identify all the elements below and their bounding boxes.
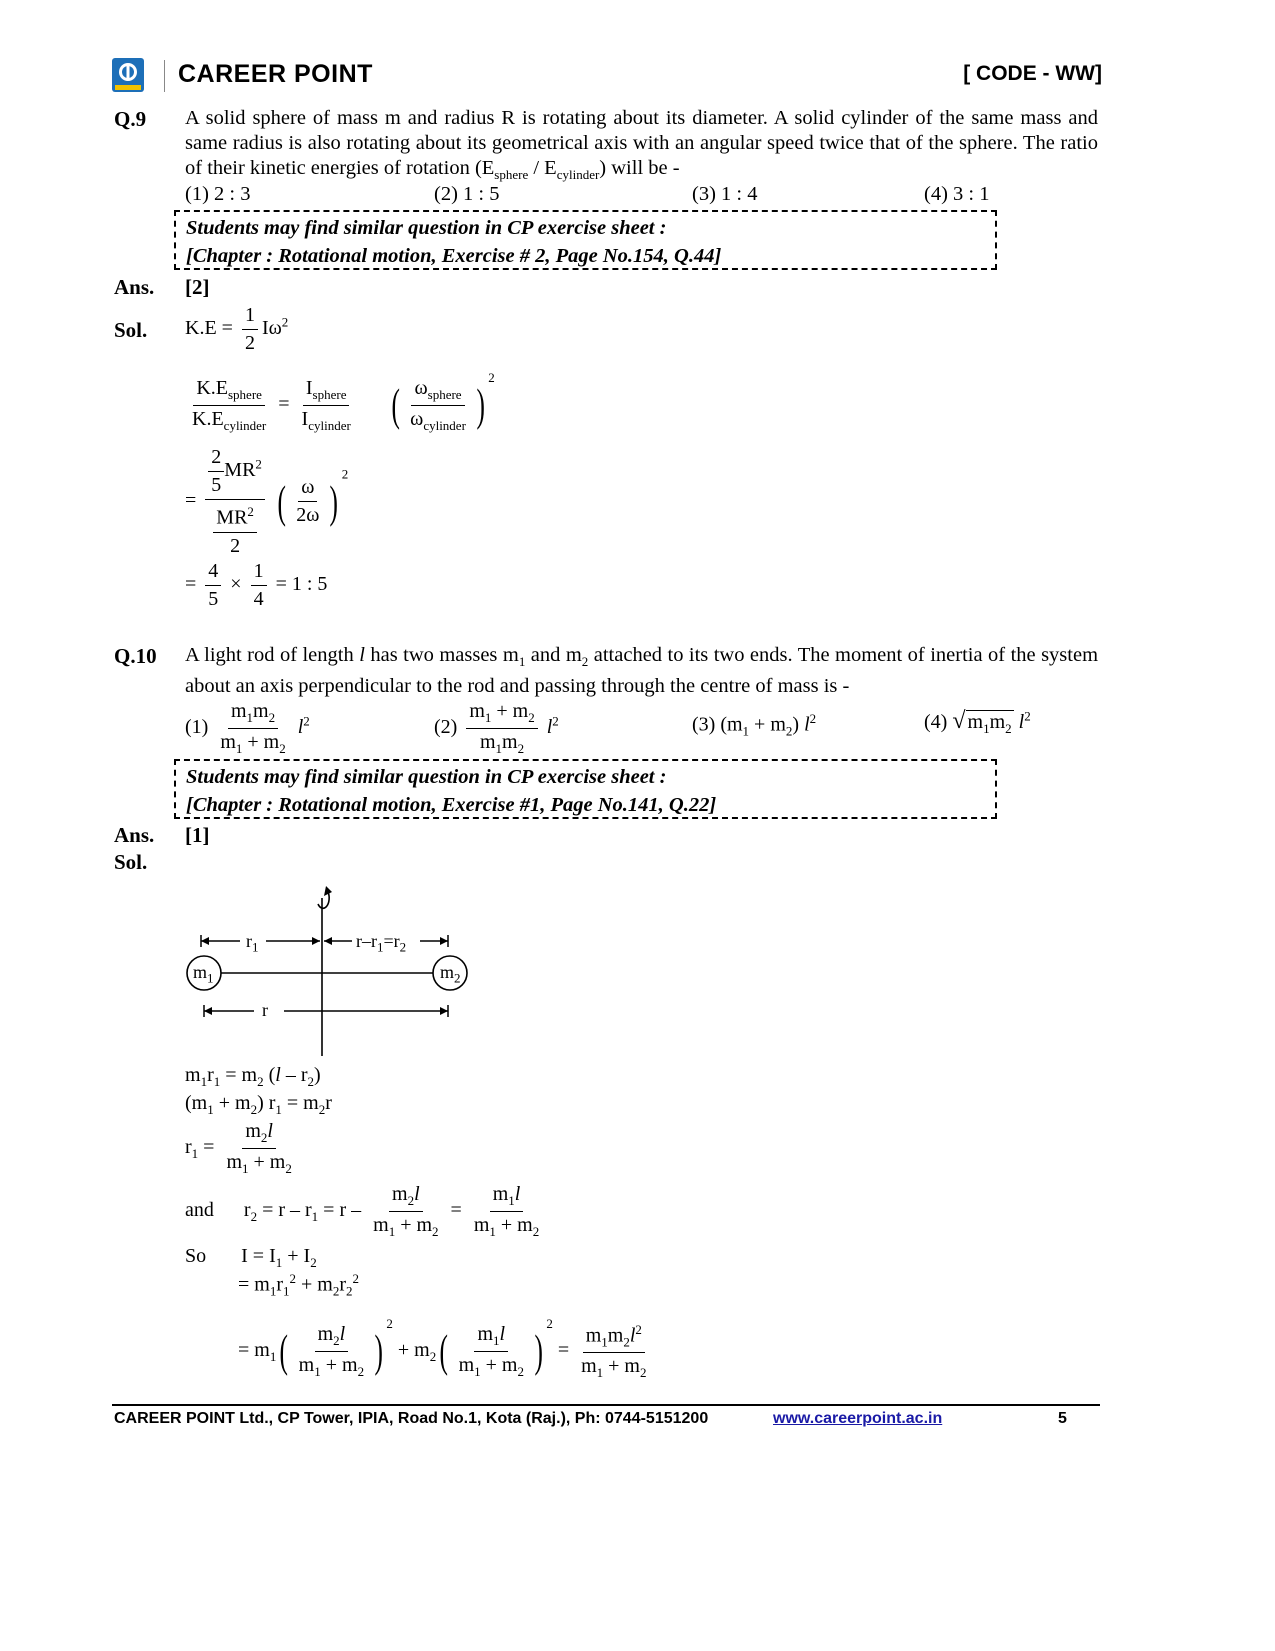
q10-option-1-label: (1)	[185, 716, 209, 739]
q9-answer-value: [2]	[185, 275, 210, 299]
sqrt-symbol: √	[952, 708, 966, 734]
q9-sub-cylinder: cylinder	[556, 167, 600, 183]
q10-step-4: and $r_2 = r - r_1 = r$ – $\frac{m_2l}{m_1 + m_2}$ = $\frac{m_1l}{m_1 + m_2}$	[185, 1183, 540, 1239]
q10-option-3: (3) $(m_1 + m_2)$ $l^2$	[692, 711, 817, 739]
q9-solution-label: Sol.	[114, 318, 148, 342]
q9-text-mid: / E	[528, 157, 557, 179]
q10-option-4-label: (4)	[924, 711, 948, 733]
header-divider	[164, 60, 165, 92]
q10-step-3: $r_1$ = $\frac{m_2l}{m_1 + m_2}$	[185, 1120, 292, 1176]
q9-option-3: (3) 1 : 4	[692, 183, 758, 205]
diagram-label-r1: $r_1$	[246, 931, 259, 955]
q9-label: Q.9	[114, 107, 147, 131]
q9-reference-line-2: [Chapter : Rotational motion, Exercise # 2, Page No.154, Q.44]	[186, 245, 722, 267]
footer-page-number: 5	[1058, 1410, 1067, 1427]
logo-mark-icon	[112, 58, 144, 92]
q10-step-7: = $m_1$( $\frac{m_2l}{m_1 + m_2}$ )$^2 + m_2$( $\frac{m_1l}{m_1 + m_2}$ )$^2$ = $\frac{m_1m_2l^2}{m_1 + m_2}$	[238, 1316, 647, 1381]
header	[112, 56, 1102, 98]
q9-option-1: (1) 2 : 3	[185, 183, 251, 205]
q10-label: Q.10	[114, 644, 157, 668]
q10-step-1: $m_1r_1 = m_2$ $(l - r_2)$	[185, 1064, 321, 1089]
q9-sol-line-3: = $\frac{2}{5}$ $MR^2$ $\frac{MR^2}{2}$ ( $\frac{\omega}{2\omega}$ )$^2$	[185, 446, 349, 557]
q9-reference-box	[174, 210, 997, 270]
q9-sol-line-2: $\frac{K.E_{sphere}}{K.E_{cylinder}}$ = $\frac{I_{sphere}}{I_{cylinder}}$ ( $\frac{\omega_{sphere}}{\omega_{cylinder}}$ )$^2$	[192, 370, 495, 433]
footer-address: CAREER POINT Ltd., CP Tower, IPIA, Road No.1, Kota (Raj.), Ph: 0744-5151200	[114, 1410, 709, 1427]
q9-question-text	[185, 106, 1098, 187]
diagram-label-m1: $m_1$	[193, 962, 214, 986]
q9-sol-line-1: K.E = $\frac{1}{2}$ $I\omega^2$	[185, 304, 289, 354]
footer-website-link[interactable]: www.careerpoint.ac.in	[773, 1410, 943, 1427]
q10-step-2: $(m_1 + m_2) r_1 = m_2r$	[185, 1092, 332, 1117]
career-point-logo	[112, 58, 144, 92]
q10-question-text: A light rod of length l has two masses $m_1$ and $m_2$ attached to its two ends. The moment of inertia of the system about an axis perpendicular to the rod and passing through the centre of mass is -	[185, 644, 1099, 698]
q9-sol-line-4: = $\frac{4}{5}$ × $\frac{1}{4}$ = 1 : 5	[185, 560, 328, 610]
q9-text-after: ) will be -	[599, 157, 680, 179]
q9-option-4: (4) 3 : 1	[924, 183, 990, 205]
q10-answer-label: Ans.	[114, 823, 155, 847]
q9-answer-label: Ans.	[114, 275, 155, 299]
q10-reference-line-2: [Chapter : Rotational motion, Exercise #1, Page No.141, Q.22]	[186, 794, 717, 816]
brand-name: CAREER POINT	[178, 60, 373, 88]
paper-code: [ CODE - WW]	[963, 62, 1102, 85]
q10-option-2: (2) $\frac{m_1 + m_2}{m_1m_2}$ $l^2$	[434, 700, 559, 756]
q10-option-1: (1) $\frac{m_1m_2}{m_1 + m_2}$ $l^2$	[185, 700, 310, 756]
q9-sub-sphere: sphere	[494, 167, 529, 183]
and-word: and	[185, 1199, 214, 1222]
diagram-label-r: r	[262, 1000, 268, 1020]
q10-answer-value: [1]	[185, 823, 210, 847]
q10-step-6: = $m_1r_1^2 + m_2r_2^2$	[238, 1271, 360, 1299]
q10-reference-box	[174, 759, 997, 819]
q10-option-4: (4) √ $m_1m_2$ $l^2$	[924, 708, 1031, 736]
footer-rule	[112, 1404, 1100, 1406]
q9-text-before: A solid sphere of mass m and radius R is rotating about its diameter. A solid cylinder of the same mass and same radius is also rotating about its geometrical axis with an angular speed twice that of the sphere. The ratio of their kinetic energies of rotation (E	[185, 107, 1098, 179]
q10-solution-label: Sol.	[114, 850, 148, 874]
rod-diagram	[180, 880, 480, 1060]
q9-option-2: (2) 1 : 5	[434, 183, 500, 205]
q10-reference-line-1: Students may find similar question in CP exercise sheet :	[186, 766, 667, 788]
q9-reference-line-1: Students may find similar question in CP exercise sheet :	[186, 217, 667, 239]
q10-step-5: So $I = I_1 + I_2$	[185, 1245, 317, 1270]
diagram-label-m2: $m_2$	[440, 962, 461, 986]
so-word: So	[185, 1245, 207, 1267]
q10-option-2-label: (2)	[434, 716, 458, 739]
diagram-label-r-minus-r1: $r-r_1=r_2$	[356, 931, 407, 955]
